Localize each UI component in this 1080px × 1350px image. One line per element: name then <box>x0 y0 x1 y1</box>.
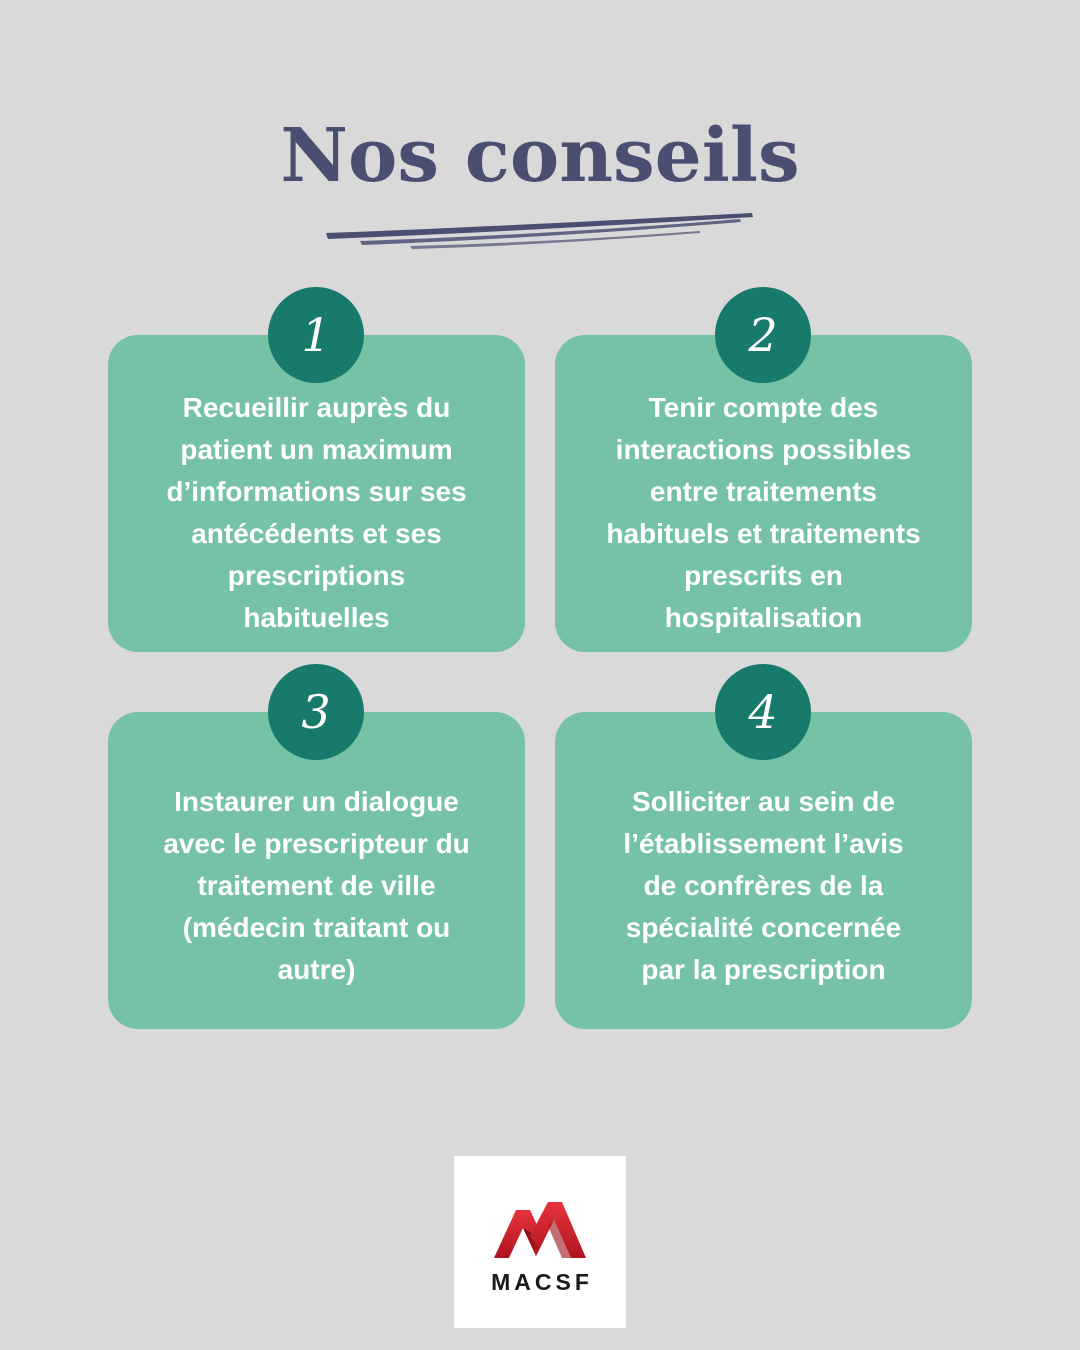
number-badge-4: 4 <box>715 664 811 760</box>
tip-text-2: Tenir compte des interactions possibles entre traitements habituels et traitements prescrits en hospitalisation <box>606 392 921 633</box>
number-badge-2: 2 <box>715 287 811 383</box>
tip-text-1: Recueillir auprès du patient un maximum d’informations sur ses antécédents et ses prescriptions habituelles <box>166 392 467 633</box>
brush-underline <box>320 205 760 253</box>
number-badge-3: 3 <box>268 664 364 760</box>
logo-wordmark: MACSF <box>491 1269 593 1295</box>
macsf-logo <box>454 1156 626 1328</box>
tip-text-3: Instaurer un dialogue avec le prescripteur du traitement de ville (médecin traitant ou autre) <box>163 786 470 985</box>
page-title: Nos conseils <box>280 113 800 199</box>
macsf-m-logo-icon <box>492 1196 588 1276</box>
tip-text-4: Solliciter au sein de l’établissement l’avis de confrères de la spécialité concernée par la prescription <box>623 786 904 985</box>
number-badge-1: 1 <box>268 287 364 383</box>
